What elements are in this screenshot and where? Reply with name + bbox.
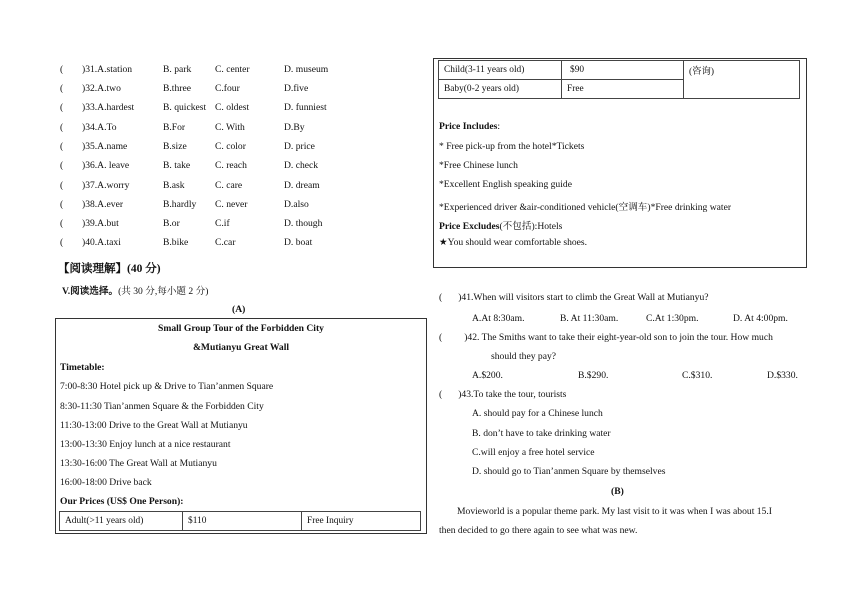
option-c: C.four bbox=[215, 83, 240, 94]
option-d: D.also bbox=[284, 199, 309, 210]
option-a: )39.A.but bbox=[82, 218, 119, 229]
option-b: B. quickest bbox=[163, 102, 207, 113]
excludes-label: Price Excludes bbox=[439, 221, 500, 232]
option-b: B.or bbox=[163, 218, 180, 229]
excludes-line bbox=[439, 218, 562, 232]
answer-paren: ( bbox=[60, 180, 64, 191]
answer-paren: ( bbox=[60, 64, 64, 75]
answer-paren: ( bbox=[439, 292, 443, 303]
answer-paren: ( bbox=[60, 83, 64, 94]
passage-b-line1: Movieworld is a popular theme park. My last visit to it was when I was about 15.I bbox=[457, 506, 772, 517]
question-text: )42. The Smiths want to take their eight-year-old son to join the tour. How much bbox=[464, 332, 773, 343]
age-group-cell: Adult(>11 years old) bbox=[60, 512, 183, 531]
schedule-item: 8:30-11:30 Tian’anmen Square & the Forbidden City bbox=[60, 401, 264, 412]
timetable-label: Timetable: bbox=[60, 362, 105, 373]
option-a: )32.A.two bbox=[82, 83, 121, 94]
answer-paren: ( bbox=[60, 237, 64, 248]
option-c: C.if bbox=[215, 218, 230, 229]
option-c: C. care bbox=[215, 180, 243, 191]
option-a: )37.A.worry bbox=[82, 180, 130, 191]
option-d: D. funniest bbox=[284, 102, 327, 113]
q41-option-b: B. At 11:30am. bbox=[560, 313, 619, 324]
q41-option-d: D. At 4:00pm. bbox=[733, 313, 788, 324]
prices-label: Our Prices (US$ One Person): bbox=[60, 496, 184, 507]
q41-option-a: A.At 8:30am. bbox=[472, 313, 525, 324]
age-group-cell: Baby(0-2 years old) bbox=[439, 80, 562, 99]
schedule-item: 11:30-13:00 Drive to the Great Wall at Mutianyu bbox=[60, 420, 248, 431]
answer-paren: ( bbox=[60, 122, 64, 133]
option-d: D. museum bbox=[284, 64, 329, 75]
q43-stem bbox=[439, 389, 566, 400]
price-cell: $90 bbox=[562, 61, 684, 80]
option-d: D.five bbox=[284, 83, 309, 94]
q43-option-c: C.will enjoy a free hotel service bbox=[472, 447, 595, 458]
price-table-child-baby bbox=[438, 60, 800, 99]
section-subtitle bbox=[62, 283, 208, 297]
inquiry-cell: (咨询) bbox=[684, 61, 800, 99]
table-row bbox=[60, 512, 421, 531]
option-b: B.bike bbox=[163, 237, 189, 248]
option-b: B.ask bbox=[163, 180, 185, 191]
q42-option-b: B.$290. bbox=[578, 370, 609, 381]
option-b: B.For bbox=[163, 122, 186, 133]
excludes-text: (不包括):Hotels bbox=[499, 221, 563, 232]
option-a: )34.A.To bbox=[82, 122, 117, 133]
tour-title-line2: &Mutianyu Great Wall bbox=[192, 342, 290, 353]
schedule-item: 13:30-16:00 The Great Wall at Mutianyu bbox=[60, 458, 217, 469]
option-c: C.car bbox=[215, 237, 236, 248]
question-text: )41.When will visitors start to climb the Great Wall at Mutianyu? bbox=[458, 292, 709, 303]
q42-stem bbox=[439, 332, 773, 343]
option-a: )40.A.taxi bbox=[82, 237, 121, 248]
option-a: )38.A.ever bbox=[82, 199, 124, 210]
option-b: B.hardly bbox=[163, 199, 197, 210]
tour-title-line1: Small Group Tour of the Forbidden City bbox=[158, 323, 324, 334]
schedule-item: 13:00-13:30 Enjoy lunch at a nice restaurant bbox=[60, 439, 231, 450]
q43-option-a: A. should pay for a Chinese lunch bbox=[472, 408, 603, 419]
option-b: B.size bbox=[163, 141, 187, 152]
q42-option-c: C.$310. bbox=[682, 370, 713, 381]
q43-option-b: B. don’t have to take drinking water bbox=[472, 428, 611, 439]
option-a: )33.A.hardest bbox=[82, 102, 135, 113]
passage-b-label: (B) bbox=[611, 486, 624, 497]
q42-option-a: A.$200. bbox=[472, 370, 503, 381]
answer-paren: ( bbox=[60, 141, 64, 152]
answer-paren: ( bbox=[60, 218, 64, 229]
schedule-item: 16:00-18:00 Drive back bbox=[60, 477, 152, 488]
section-score: (共 30 分,每小题 2 分) bbox=[118, 286, 209, 297]
q41-stem bbox=[439, 292, 709, 303]
passage-a-label: (A) bbox=[232, 304, 246, 315]
question-text: )43.To take the tour, tourists bbox=[458, 389, 567, 400]
includes-heading bbox=[439, 121, 500, 132]
include-item: *Excellent English speaking guide bbox=[439, 179, 572, 190]
q42-option-d: D.$330. bbox=[767, 370, 798, 381]
includes-label: Price Includes bbox=[439, 121, 498, 132]
option-d: D. price bbox=[284, 141, 315, 152]
option-c: C. oldest bbox=[215, 102, 250, 113]
answer-paren: ( bbox=[60, 102, 64, 113]
section-label: V.阅读选择。 bbox=[62, 286, 119, 297]
passage-b-line2: then decided to go there again to see what was new. bbox=[439, 525, 638, 536]
option-d: D. dream bbox=[284, 180, 320, 191]
inquiry-cell: Free Inquiry bbox=[302, 512, 421, 531]
option-b: B. park bbox=[163, 64, 192, 75]
table-row bbox=[439, 61, 800, 80]
option-d: D.By bbox=[284, 122, 305, 133]
option-c: C. With bbox=[215, 122, 245, 133]
option-c: C. never bbox=[215, 199, 248, 210]
option-c: C. reach bbox=[215, 160, 247, 171]
option-c: C. color bbox=[215, 141, 246, 152]
option-b: B.three bbox=[163, 83, 191, 94]
price-cell: $110 bbox=[183, 512, 302, 531]
includes-colon: : bbox=[497, 121, 501, 132]
q41-option-c: C.At 1:30pm. bbox=[646, 313, 699, 324]
price-table-adult bbox=[59, 511, 421, 531]
age-group-cell: Child(3-11 years old) bbox=[439, 61, 562, 80]
option-d: D. boat bbox=[284, 237, 313, 248]
answer-paren: ( bbox=[60, 160, 64, 171]
option-a: )35.A.name bbox=[82, 141, 128, 152]
shoes-tip: ★You should wear comfortable shoes. bbox=[439, 237, 588, 248]
option-d: D. check bbox=[284, 160, 319, 171]
option-b: B. take bbox=[163, 160, 191, 171]
include-item: * Free pick-up from the hotel*Tickets bbox=[439, 141, 585, 152]
option-a: )31.A.station bbox=[82, 64, 133, 75]
answer-paren: ( bbox=[60, 199, 64, 210]
q42-stem-cont: should they pay? bbox=[491, 351, 557, 362]
option-d: D. though bbox=[284, 218, 323, 229]
q43-option-d: D. should go to Tian’anmen Square by themselves bbox=[472, 466, 666, 477]
include-item: *Free Chinese lunch bbox=[439, 160, 518, 171]
price-cell: Free bbox=[562, 80, 684, 99]
option-c: C. center bbox=[215, 64, 250, 75]
schedule-item: 7:00-8:30 Hotel pick up & Drive to Tian’anmen Square bbox=[60, 381, 274, 392]
include-item: *Experienced driver &air-conditioned vehicle(空调车)*Free drinking water bbox=[439, 202, 732, 213]
answer-paren: ( bbox=[439, 389, 443, 400]
section-title: 【阅读理解】(40 分) bbox=[58, 263, 161, 275]
option-a: )36.A. leave bbox=[82, 160, 130, 171]
answer-paren: ( bbox=[439, 332, 443, 343]
